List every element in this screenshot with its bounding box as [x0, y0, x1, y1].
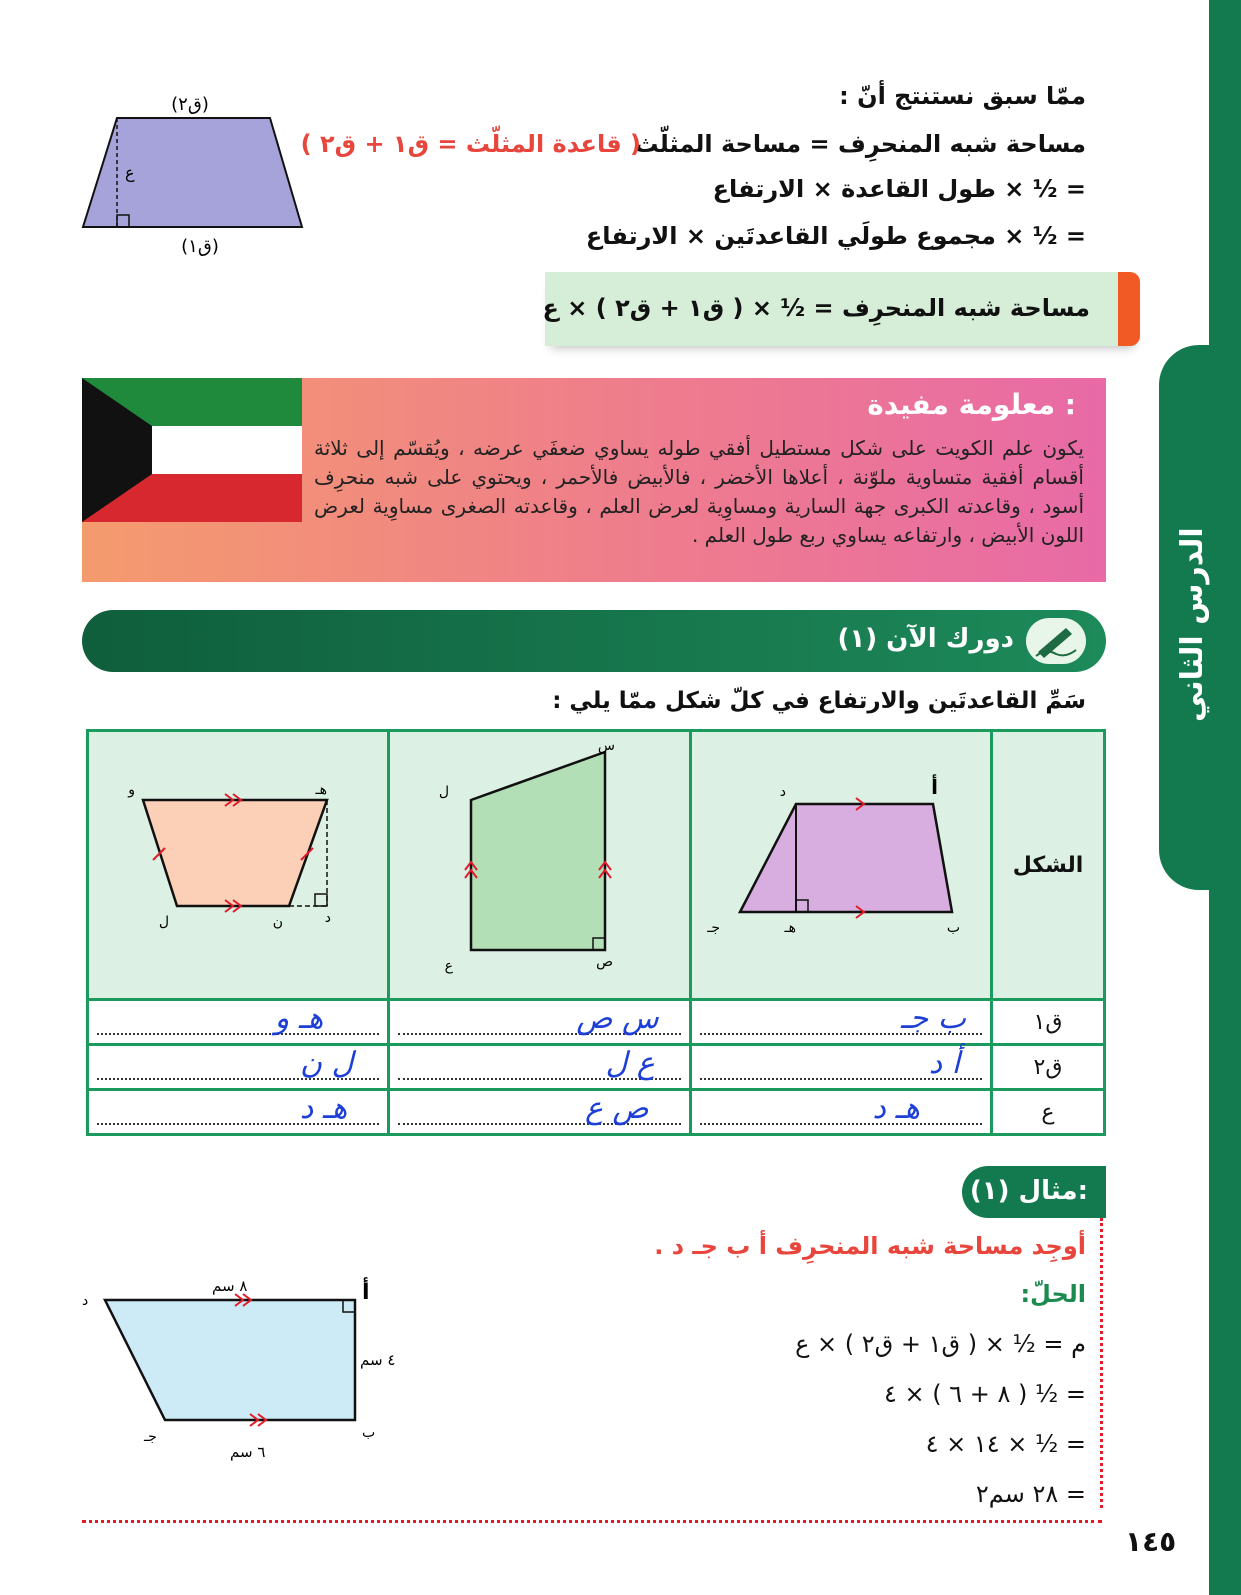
vertex-h3: هـ — [315, 782, 328, 798]
answer-cell[interactable] — [389, 1090, 690, 1135]
task-prompt: سَمِّ القاعدتَين والارتفاع في كلّ شكل ممّا يلي : — [552, 688, 1086, 714]
solution-step-2: = ½ ( ٨ + ٦ ) × ٤ — [883, 1380, 1086, 1408]
trapezoid-figure-2 — [397, 732, 689, 994]
formula-tab-accent — [1118, 272, 1140, 346]
solution-step-3: = ½ × ١٤ × ٤ — [925, 1430, 1086, 1458]
vertex-h: هـ — [784, 920, 796, 936]
example-title: مثال (١): — [969, 1176, 1088, 1206]
answer-cell[interactable] — [690, 1000, 991, 1045]
handwritten-answer: ص ع — [584, 1091, 649, 1126]
vertex-d: د — [779, 784, 786, 800]
vertex-j: جـ — [707, 920, 720, 936]
summary-line3: = ½ × مجموع طولَي القاعدتَين × الارتفاع — [585, 222, 1086, 250]
example-border-bottom — [82, 1520, 1102, 1523]
example-border-right — [1100, 1218, 1103, 1508]
answer-cell[interactable] — [389, 1045, 690, 1090]
info-text: يكون علم الكويت على شكل مستطيل أفقي طوله يساوي ضعفَي عرضه ، ويُقسّم إلى ثلاثة أقسام أفقية متساوية ملوّنة ، أعلاها الأخضر ، فالأبيض فالأحمر ، ويحتوي على شبه منحرِف أسود ، وقاعدته الكبرى جهة السارية ومساوِية لعرض العلم ، وقاعدته الصغرى مساوِية لعرض اللون الأبيض ، وارتفاعه يساوي ربع طول العلم . — [314, 436, 1084, 547]
handwritten-answer: هـ د — [299, 1091, 348, 1126]
answer-cell[interactable] — [690, 1045, 991, 1090]
vertex-s: س — [597, 738, 615, 754]
figures-row — [88, 731, 1105, 1000]
page-number: ١٤٥ — [1125, 1525, 1177, 1558]
handwritten-answer: هـ د — [872, 1091, 920, 1126]
bottom-length: ٦ سم — [230, 1443, 266, 1461]
info-box — [82, 378, 1106, 582]
answer-cell[interactable] — [389, 1000, 690, 1045]
row-label: ق١ — [992, 1000, 1105, 1045]
table-row — [88, 1000, 1105, 1045]
shapes-table — [86, 729, 1106, 1136]
answer-cell[interactable] — [88, 1045, 389, 1090]
vertex-b: ب — [946, 920, 960, 936]
handwritten-answer: أ د — [928, 1046, 960, 1081]
vertex-a: أ — [362, 1280, 370, 1305]
info-title: معلومة مفيدة : — [867, 388, 1076, 421]
handwritten-answer: ع ل — [605, 1046, 655, 1081]
vertex-b: ب — [362, 1425, 376, 1441]
row-label: ع — [992, 1090, 1105, 1135]
trapezoid-figure-3 — [95, 732, 387, 994]
summary-line1-note: ( قاعدة المثلّث = ق١ + ق٢ ) — [300, 130, 641, 158]
handwritten-answer: ل ن — [299, 1046, 354, 1081]
vertex-sad: ص — [595, 954, 613, 970]
top-length: ٨ سم — [212, 1277, 248, 1295]
vertex-j: جـ — [144, 1429, 157, 1445]
lesson-tab-label: الدرس الثاني — [1175, 527, 1210, 723]
vertex-d3: د — [325, 910, 332, 926]
row-label: ق٢ — [992, 1045, 1105, 1090]
solution-step-4: = ٢٨ سم٢ — [975, 1480, 1086, 1508]
bottom-base-label: (ق١) — [181, 236, 219, 257]
example-question: أوجِد مساحة شبه المنحرِف أ ب جـ د . — [654, 1232, 1086, 1260]
side-length: ٤ سم — [360, 1351, 396, 1369]
vertex-a: أ — [931, 775, 938, 799]
handwritten-answer: هـ و — [274, 1001, 324, 1036]
answer-cell[interactable] — [690, 1090, 991, 1135]
formula-box — [542, 272, 1140, 346]
trapezoid-shape — [83, 118, 302, 227]
pencil-hand-icon — [1026, 618, 1086, 664]
figure-cell-3 — [88, 731, 389, 1000]
vertex-d: د — [82, 1293, 89, 1309]
vertex-l3: ل — [159, 914, 170, 930]
figure-cell-1 — [690, 731, 991, 1000]
vertex-l: ل — [438, 784, 449, 800]
trapezoid-diagram — [80, 90, 310, 265]
summary-line1: مساحة شبه المنحرِف = مساحة المثلّث — [634, 130, 1086, 158]
handwritten-answer: س ص — [576, 1001, 659, 1036]
kuwait-flag-image — [82, 378, 302, 522]
your-turn-bar — [82, 610, 1106, 672]
vertex-w: و — [128, 782, 136, 798]
example-tab — [962, 1166, 1106, 1218]
height-label: ع — [125, 163, 135, 182]
example-trapezoid-figure — [80, 1265, 410, 1475]
summary-heading: ممّا سبق نستنتج أنّ : — [839, 82, 1086, 110]
answer-cell[interactable] — [88, 1000, 389, 1045]
trapezoid-figure-1 — [698, 732, 990, 994]
solution-label: الحلّ: — [1020, 1280, 1086, 1308]
table-row — [88, 1090, 1105, 1135]
summary-line2: = ½ × طول القاعدة × الارتفاع — [712, 175, 1086, 203]
vertex-ain: ع — [444, 958, 453, 974]
figure-cell-2 — [389, 731, 690, 1000]
table-row — [88, 1045, 1105, 1090]
handwritten-answer: ب جـ — [900, 1001, 966, 1036]
formula-text: مساحة شبه المنحرِف = ½ × ( ق١ + ق٢ ) × ع — [542, 294, 1090, 322]
your-turn-title: دورك الآن (١) — [837, 624, 1014, 654]
answer-cell[interactable] — [88, 1090, 389, 1135]
top-base-label: (ق٢) — [171, 94, 209, 115]
header-cell: الشكل — [992, 731, 1105, 1000]
solution-step-1: م = ½ × ( ق١ + ق٢ ) × ع — [795, 1330, 1086, 1358]
lesson-tab — [1159, 345, 1241, 890]
vertex-n: ن — [273, 914, 284, 930]
